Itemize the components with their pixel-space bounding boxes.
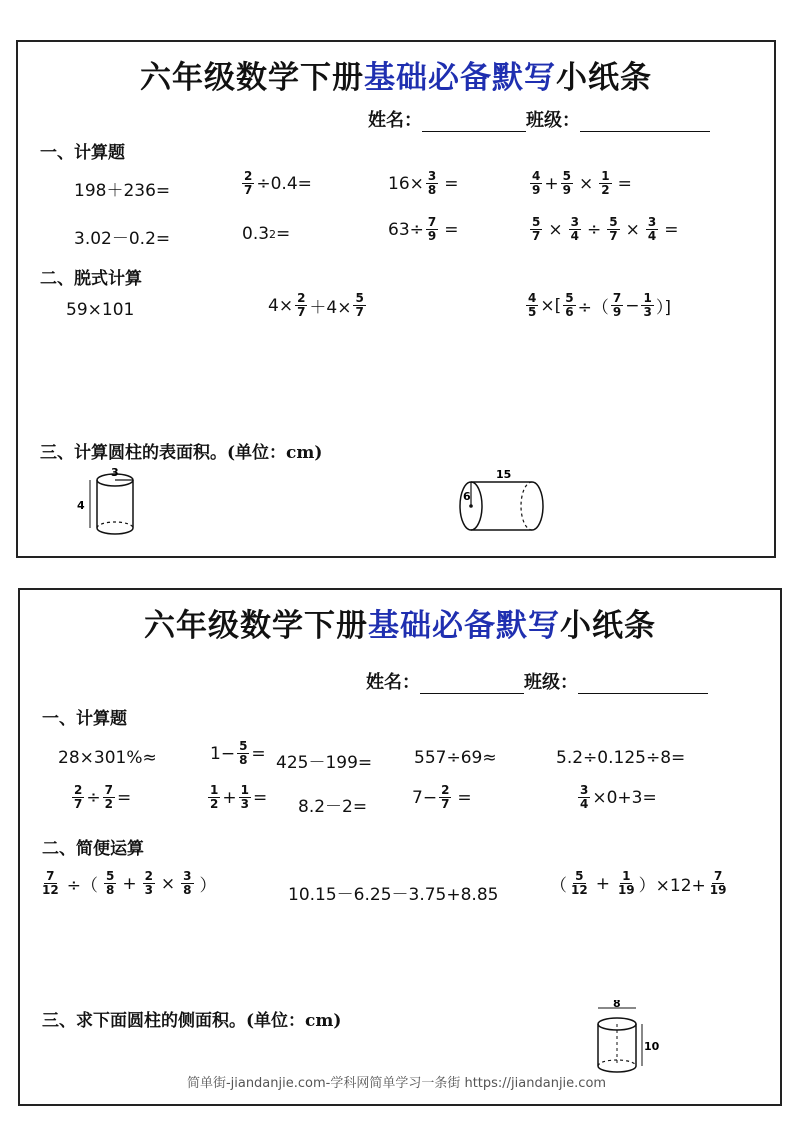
name-field[interactable] [422, 113, 526, 132]
step-problem: 59×101 [66, 300, 135, 320]
calc-problem: 7− $\frac{2}{7}$ = [412, 783, 472, 811]
title-prefix: 六年级数学下册 [140, 60, 364, 96]
calc-problem: 198＋236= [74, 181, 171, 201]
section-1-heading: 一、计算题 [42, 709, 127, 729]
cylinder-diagram-upright [586, 1000, 662, 1076]
cylinder-length-label: 15 [496, 468, 512, 481]
simplify-problem: $\frac{7}{12}$ ÷（ 5 8 + $\frac{2}{3}$ × $\frac{3}{8}$ ） [42, 869, 217, 897]
cylinder-diagram-horizontal [454, 466, 554, 536]
simplify-problem: 10.15－6.25－3.75+8.85 [288, 885, 499, 905]
cylinder-height-label: 4 [77, 499, 85, 512]
section-2-heading: 二、脱式计算 [40, 269, 142, 289]
fraction: $\frac{2}{7}$ [244, 169, 253, 197]
worksheet-card-1 [16, 40, 776, 558]
title-highlight: 基础必备默写 [364, 60, 556, 96]
calc-problem: 63÷ $\frac{7}{9}$ = [388, 215, 459, 243]
section-1-heading: 一、计算题 [40, 143, 125, 163]
step-problem: 4× $\frac{2}{7}$ ＋4× $\frac{5}{7}$ [268, 291, 364, 319]
worksheet-title [18, 52, 774, 97]
calc-problem: 425－199= [276, 753, 373, 773]
calc-problem: 4 9 + $\frac{5}{9}$ × $\frac{1}{2}$ = [532, 169, 632, 197]
calc-problem: 1− $\frac{5}{8}$ = [210, 739, 266, 767]
name-class-row: 姓名： 班级： [366, 668, 708, 694]
section-3-heading: 三、求下面圆柱的侧面积。(单位：cm) [42, 1011, 342, 1031]
cylinder-radius-label: 3 [111, 468, 119, 479]
class-label: 班级： [526, 110, 580, 131]
calc-problem: 5.2÷0.125÷8= [556, 748, 686, 768]
calc-problem: 0.3 2 = [242, 224, 291, 244]
title-suffix: 小纸条 [556, 60, 652, 96]
worksheet-title: 六年级数学下册基础必备默写小纸条 [144, 608, 656, 644]
class-field[interactable] [580, 113, 710, 132]
calc-problem: $\frac{3}{4}$ ×0+3= [580, 783, 657, 811]
cylinder-height-label: 10 [644, 1040, 660, 1053]
section-2-heading: 二、简便运算 [42, 839, 144, 859]
calc-problem: $\frac{5}{7}$ × $\frac{3}{4}$ ÷ $\frac{5}{7}$ × $\frac{3}{4}$ = [532, 215, 679, 243]
name-class-row [368, 106, 710, 132]
step-problem: $\frac{4}{5}$ ×[ $\frac{5}{6}$ ÷（ 7 9 − $\frac{1}{3}$ ）] [528, 291, 671, 319]
footer-watermark: 简单街-jiandanjie.com-学科网简单学习一条街 https://jiandanjie.com [186, 1076, 607, 1091]
fraction: $\frac{3}{8}$ [427, 169, 437, 197]
calc-problem: 557÷69≈ [414, 748, 497, 768]
calc-problem: 1 2 + $\frac{1}{3}$ = [210, 783, 268, 811]
section-3-heading: 三、计算圆柱的表面积。(单位：cm) [40, 443, 323, 463]
name-label: 姓名： [368, 110, 422, 131]
calc-problem: 28×301%≈ [58, 748, 157, 768]
calc-problem: $\frac{2}{7}$ ÷ $\frac{7}{2}$ = [74, 783, 132, 811]
name-field[interactable] [420, 675, 524, 694]
calc-problem: $\frac{2}{7}$ ÷0.4= [244, 169, 312, 197]
simplify-problem: （ 5 12 + $\frac{1}{19}$ ）×12+ $\frac{7}{19}$ [550, 869, 727, 897]
calc-problem: 16× $\frac{3}{8}$ = [388, 169, 459, 197]
calc-problem: 3.02－0.2= [74, 229, 171, 249]
cylinder-radius-label: 6 [463, 490, 471, 503]
cylinder-diameter-label: 8 [613, 1000, 621, 1010]
class-field[interactable] [578, 675, 708, 694]
cylinder-diagram-upright [74, 468, 154, 540]
worksheet-card-2 [18, 588, 782, 1106]
calc-problem: 8.2－2= [298, 797, 368, 817]
